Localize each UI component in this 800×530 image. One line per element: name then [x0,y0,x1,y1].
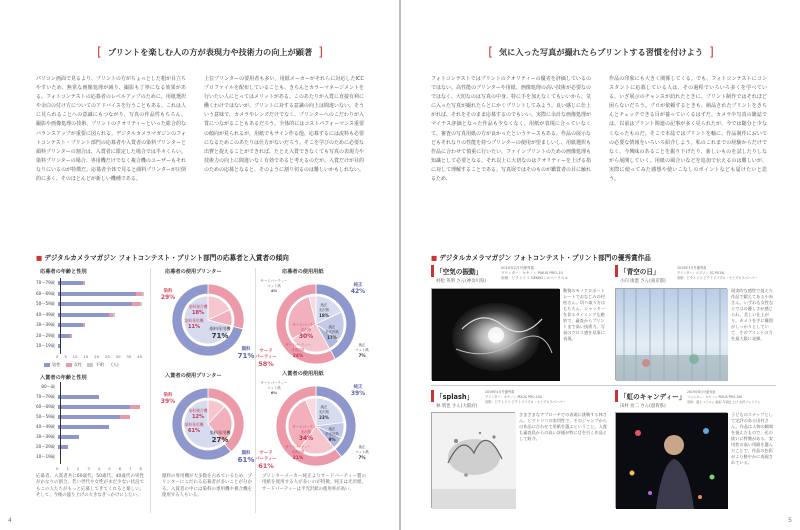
bar-category-label: 30〜39歳 [35,322,55,327]
pie-label: 半光沢紙 [291,450,305,454]
work-info: 2019年2月号優秀賞 プリンター：キヤノン PIXUS PRO-10 用紙：ピクトリコ GEKKOシルバーラベル [501,266,569,280]
pie-label: 顔料専用機 [209,326,231,331]
bar-女性 [83,323,85,327]
pie-label: マット紙 [267,284,281,288]
pie-label: 純正 [358,343,366,347]
bar-category-label: 80〜歳 [41,384,55,389]
tick-label: 15 [83,354,89,359]
paper-win-pie [255,378,370,474]
age-chart-legend: 男性 女性 不明 (人) [40,362,119,368]
paper-app-title: 応募者の使用用紙 [282,269,324,275]
bar-category-label: 50〜59歳 [35,414,55,419]
paper-win-title: 入賞者の使用用紙 [282,371,324,377]
bar-row [18,384,58,390]
bar-男性 [58,302,132,306]
pie-label: 染料複合機 [188,408,208,413]
unknown-swatch-icon [87,363,93,367]
pie-label: サードパーティー [285,343,311,347]
pie-label: 純正 [320,303,328,307]
left-heading-text: プリントを楽しむ人の方が表現力や技術力の向上が顕著 [107,46,313,57]
tick-label: 40 [137,354,142,359]
pie-label: 42% [350,288,366,295]
tick-label: 0 [56,354,59,359]
pie-label: 光沢紙 [318,410,330,414]
bar-axis [60,278,61,354]
pie-label: サードパーティー [285,445,311,449]
pie-label: 9% [328,437,336,442]
work-accent-bar [615,265,618,277]
bracket-open-icon: [ [97,45,102,59]
pie-label: 顔料 [241,347,251,352]
pie-label: 61% [237,456,255,464]
pie-label: 11% [188,324,200,330]
works-divider [431,385,776,386]
age-chart-title: 応募者の年齢と性別 [40,269,87,275]
pie-label: 12% [192,414,204,420]
bar-row [18,394,99,400]
pie-label: サード [259,451,273,456]
bracket-open-icon: [ [488,45,493,59]
pie-label: マット紙 [355,450,369,454]
bar-row [18,414,130,420]
tick-label: 5 [64,354,67,359]
work-info: 2019年4月号優秀賞 プリンター：キヤノン PIXUS PRO-100 用紙：ピクトリコ ピクトリコプロ・セミグロスペーパー [485,390,566,404]
photo-image-icon [616,413,728,509]
pie-label: 純正 [353,385,363,390]
right-body-column-1: フォトコンテストではプリントのクオリティーの優劣を評価しているのではない。高性能のプリンターや用紙、画像処理の高い技術が必要なのではなく、大切なのは写真の中身。特に手を加えなくてもいいから、気に入った写真が撮れたらとにかくプリントしてみよう。良い感じに仕上がれば、それをそのまま応募するのでもいい。実際に余計な画像処理がマイナス評価となった作品も少なくなく、用紙が表現に合っていなくて、審査の写真用紙の方が良かったというケースもある。作品の展示などもそれなりの性能を持つプリンターの使用が望ましいし、用紙選択も作品に合わせて慎重に行いたい。ファインプリントのための画像処理も知識として必要となる。それ以上に大切なのはクオリティーを上げる指に対して理解することである。写真展ではそのものが鑑賞者の目に触れるため、 [431,76,592,183]
pie-label: 7% [358,455,366,460]
pie-label: 27% [211,436,229,444]
pie-label: 18% [318,313,330,318]
pie-label: 純正 [358,445,366,449]
paper-app-pie [255,276,370,372]
pie-label: 半光沢紙 [325,330,339,334]
bar-不明 [113,313,115,317]
work-description: 動物のモノクロポートレートでおなじみの村松さん。切り取り方はもちろん、シャッターを切るタイミングも絶妙で、審査からプリントまで高い技術力。写真のグロス感を見事に表現。 [563,288,606,341]
bar-category-label: 30〜39歳 [35,434,55,439]
work-photo-candy [615,412,727,508]
bar-不明 [142,292,144,296]
bar-category-label: 40〜49歳 [35,311,55,317]
pie-label: 34% [298,435,314,442]
pie-label: 6% [270,390,278,395]
bar-category-label: 70〜79歳 [35,280,55,285]
bar-category-label: 50〜59歳 [35,301,55,306]
bar-女性 [132,302,140,306]
bar-女性 [70,334,72,338]
printer-win-title: 入賞者の使用プリンター [165,373,222,379]
bar-axis [60,382,61,464]
right-heading-text: 気に入った写真が撮れたらプリントする習慣を付けよう [498,46,704,57]
pie-label: 光沢紙 [300,328,312,332]
bar-category-label: 70〜79歳 [35,394,55,399]
work-accent-bar [615,390,618,402]
pie-label: パーティー [255,457,277,462]
pie-label: 21% [292,456,304,461]
column-divider [255,268,256,513]
paper-note: プリンターメーカー純正よりサードパーティー製の用紙を使用する人が多いのが特徴。純正は光沢紙、サードパーティーは半光沢紙の使用率が高い。 [262,474,366,492]
pie-label: 半光沢紙 [291,348,305,352]
column-divider [150,268,151,513]
work-photo-splash-1 [431,288,559,380]
pie-label: サードパーティー [260,279,288,283]
bar-category-label: 10〜19歳 [35,343,55,348]
male-swatch-icon [44,363,50,367]
work-accent-bar [431,265,434,277]
bar-女性 [83,281,85,285]
pie-label: 17% [326,335,338,340]
left-body-column-2: 上位プリンターの要用者も多い。用紙メーカーがそれらに対応したICCプロファイルを配布していることも、きちんとカラーマネージメントを行いたい人にとってはメリットがある。このあたりが入賞に直接有利に働くわけではないが、プリントに対する意識の向上は間違いない。そういう意味で、カメラやレンズだけでなく、プリンターへのこだわりが入賞につながることもあるだろう。全体的にはコストパフォーマンス重要の傾向が見られるが、用紙でもサイン作る他、応募するには流料も必要になるためこのあたりは仕方がないだろう。そこを学びのために必要な出費と捉えることができれば、たとえ入賞できなくても写真の表現力や技術力の向上に間違いなく有効であると考えるのだが。入賞だけが目的のための応募となると、そのように割り切るのは難しいかもしれない。 [204,76,365,173]
chart-section-title: ■ デジタルカメラマガジン フォトコンテスト・プリント部門の応募者と入賞者の傾向 [36,254,289,262]
work-info: 2019年3月号優秀賞 プリンター：エプソン SC-PX1VL 用紙：ピクトリコ ピクトリコプロ・セミグロスペーパー [677,266,758,280]
left-page-number: 4 [8,517,12,524]
bar-row [18,312,115,318]
pie-label: 染料 [163,393,173,398]
pie-label: 29% [160,294,176,301]
pie-label: 58% [258,360,274,368]
tick-label: 30 [115,354,121,359]
pie-label: 7% [358,353,366,358]
bar-category-label: 20〜29歳 [35,332,55,338]
work-title: 「splash」 [436,393,474,401]
left-heading [40,40,380,64]
tick-label: 7 [129,466,132,471]
pie-label: 18% [192,310,204,316]
pie-label: 23% [318,415,330,420]
tick-label: 20 [94,354,99,359]
pie-label: 純正 [328,325,336,329]
age-note: 応募者、入賞者共に60歳代、50歳代、40歳代の男性がかなりの割合。若い世代や女性がまだ少ない状況でもこの人たちがもっと応募してきてくれると楽しい。そして、今後の盛り上げの大きなきっかけにしたい。 [36,474,144,499]
pie-label: マット紙 [355,348,369,352]
printer-app-title: 応募者の使用プリンター [165,269,222,275]
bullet-icon: ■ [36,254,43,262]
pie-label: 純正 [353,283,363,288]
work-author: 林 明也 さん(大阪府) [436,404,478,409]
work-info: 2019年8月号優秀賞 プリンター：キヤノン PIXUS PRO-100 用紙：富士フイルム 画彩 写真仕上げ 光沢プレミアム [687,390,761,404]
pie-label: 染料複合機 [188,304,208,309]
work-author: 田村 亮二 さん(滋賀県) [620,404,666,409]
pie-label: 4% [270,288,278,293]
pie-label: サードパーティー [292,425,320,429]
tick-label: 8 [139,466,142,471]
bar-男性 [58,323,83,327]
bar-category-label: 60〜69歳 [35,290,55,296]
pie-label: 顔料専用機 [184,422,204,427]
bar-男性 [58,313,109,317]
pie-label: 半光沢紙 [325,432,339,436]
printer-note: 顔料の専用機が大多数を占めているため、プリンターにこだわる応募者が多いことが分かる。入賞者の中には染料の専用機や複合機を使用する人もいる。 [162,474,252,499]
work-author: 小向 康憲 さん(東京都) [620,279,666,284]
tick-label: 3 [87,466,90,471]
bar-row [18,404,140,410]
work-author: 村松 英明 さん(神奈川県) [436,279,487,284]
right-heading [431,40,771,64]
pie-label: 24% [292,354,304,359]
pie-label: 染料専用機 [209,430,231,435]
pie-label: サードパーティー [260,381,288,385]
tick-label: 6 [118,466,122,471]
pie-label: サードパーティー [292,323,320,327]
bar-女性 [130,405,140,409]
bar-row [18,291,144,297]
pie-label: 光沢紙 [300,430,312,434]
winner-age-chart-ticks [56,466,142,471]
bar-category-label: 40〜49歳 [35,424,55,429]
tick-label: 25 [104,354,110,359]
bar-不明 [140,302,142,306]
pie-label: 71% [211,332,229,340]
age-chart-ticks [56,354,142,359]
bar-男性 [58,395,99,399]
work-title: 「虹のキャンディー」 [620,393,686,401]
bar-row [18,322,85,328]
work-description: 現実的な感性で捉えた作品で鍛えてある小向さん。いずれも女性ならではの優しさが感じられ、美しい仕上がり。カメラを手に構図がしっかりとしていて、そのプリントの力を最大限に発揮。 [731,288,774,341]
pie-label: 純正 [320,405,328,409]
photo-image-icon [616,289,728,381]
winner-age-chart-title: 入賞者の年齢と性別 [40,375,87,381]
female-swatch-icon [66,363,72,367]
work-title: 「青空の日」 [620,268,660,276]
work-accent-bar [431,390,434,402]
bar-row [18,333,72,339]
pie-label: 39% [160,398,176,405]
right-body-column-2: 作品の印象にも大きく関係してくる。でも、フォトコンテストにコンスタントに応募している人は、その過程でいろいろ多くを学べている。いざ展示のチャンスが訪れたときに、プリント制作ではそれほど困らないだろう。プロが依頼するときも、納品されたプリントをきちんとチェックできる目が養っていくるはずだ。カメラや写真の雑誌では、以前はプリント関連の記事が多く見られたが、今では随分と少なくなったものだ。そこで本誌ではプリントを軸に、作品制作においての必要な情報をいろいろ紹介しよう。私のこれまでの経験からだけでなく、今興味のあることを掘り下げたり、新しいものを試したりしながら展開していく。用紙の風合いなどを追加で伝えるのは難しいが、実際に使ってみた感想や使いこなしのポイントなども届けたいと思う。 [609,76,767,183]
right-page [401,0,800,530]
bar-男性 [58,425,109,429]
pie-label: 71% [237,352,255,360]
bullet-icon: ■ [431,254,438,262]
bar-category-label: 10〜19歳 [35,454,55,459]
bar-男性 [58,405,130,409]
bar-row [18,343,60,349]
tick-label: 10 [72,354,78,359]
bar-row [18,424,109,430]
pie-label: 61% [258,462,274,470]
bracket-close-icon: ] [709,45,714,59]
photo-image-icon [432,289,560,381]
bar-category-label: 20〜29歳 [35,444,55,449]
work-description: さまざまなアプローチでの表現に挑戦する林さん。ピクトリコの実用性で、そのジャンプからの作品に合わせて用紙を選ぶということ。入賞も審査員からの高い評価が特に目を引く作品として紹介。 [519,412,607,441]
bar-男性 [58,292,136,296]
pie-label: 39% [350,390,366,397]
pie-label: 純正 [328,427,336,431]
pie-label: 顔料 [241,451,251,456]
left-body-column-1: パソコン画面で見るより、プリントの方がちょっとした粗が目立ちやすいため、無常な画像処理が減り、撮影も丁寧になる効果がある。フォトコンテストの応募者のレベルアップのために、用紙選択や余白の付け方についてのアドバイスを行うこともある。これは人に見られることへの意識にもつながり、写真の作品性もちろん、撮影や画像処理の技術、プリントのクオリティーといった総合的なバランスアップが重要に図られる。デジタルカメラマガジンのフォトコンテスト・プリント部門の応募者や入賞者の染料プリンターと顔料プリンターの割合は、入賞者に限定した場合では半々くらい。染料プリンターの場合、専用機だけでなく複合機のユーザーもそれなりにいるのが特徴だ。応募者全体で見ると顔料プリンターが圧倒的に多く、そのほとんどが新しい機種である。 [36,76,186,183]
bracket-close-icon: ] [318,45,323,59]
bar-row [18,301,142,307]
pie-label: 30% [298,333,314,340]
bar-男性 [58,415,120,419]
work-title: 「空気の振動」 [436,268,483,276]
pie-label: サード [259,349,273,354]
bar-男性 [58,435,79,439]
printer-win-pie [160,382,255,466]
tick-label: 0 [56,466,59,471]
pie-label: 染料専用機 [184,318,204,323]
bar-男性 [58,281,83,285]
pie-label: パーティー [255,355,277,360]
photo-image-icon [432,413,516,509]
works-section-title: ■ デジタルカメラマガジン フォトコンテスト・プリント部門の優秀賞作品 [431,254,651,262]
bar-row [18,434,79,440]
tick-label: 1 [66,466,69,471]
bar-category-label: 60〜69歳 [35,404,55,409]
left-page [0,0,399,530]
tick-label: 5 [108,466,111,471]
work-photo-splash [431,412,515,508]
bar-row [18,454,58,460]
right-page-number: 5 [788,517,792,524]
pie-label: 光沢紙 [318,308,330,312]
tick-label: 4 [97,466,101,471]
pie-label: 61% [188,428,200,434]
tick-label: 2 [76,466,80,471]
bar-女性 [120,415,130,419]
pie-label: 染料 [163,289,173,294]
work-description: 子どものスナップとして定評のある田村さん。作品は人物の瞬間を捉えたもので、光の扱いに特徴がある。実用性の高い用紙を選んだことで、作品の色彩がより鮮やかに表現されている。 [731,412,774,465]
pie-label: マット紙 [267,386,281,390]
tick-label: 35 [126,354,132,359]
work-photo-blue-sky [615,288,727,380]
bar-row [18,280,85,286]
printer-app-pie [160,278,255,362]
